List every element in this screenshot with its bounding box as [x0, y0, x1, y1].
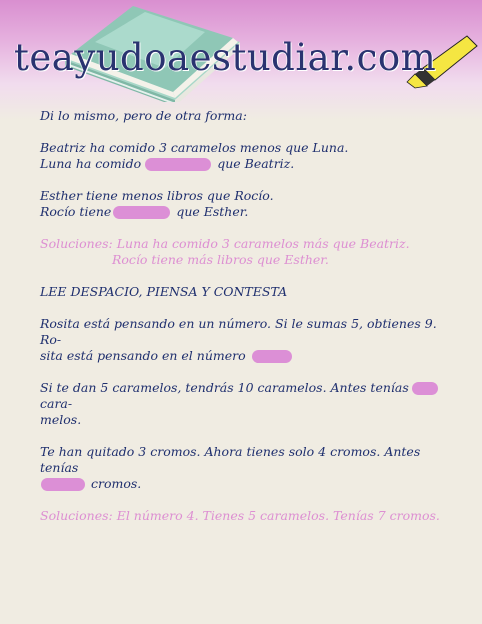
final-solutions: Soluciones: El número 4. Tienes 5 caramelos. Tenías 7 cromos.: [40, 508, 440, 523]
solutions-line1: [40, 236, 450, 252]
section-heading: LEE DESPACIO, PIENSA Y CONTESTA: [40, 284, 288, 299]
exercise1-line2-end: que Beatriz.: [217, 156, 295, 171]
question2-line2: melos.: [40, 412, 82, 427]
site-title: teayudoaestudiar.com: [14, 36, 437, 79]
exercise2-line2: [40, 204, 450, 220]
exercise2-line2-start: Rocío tiene: [40, 204, 112, 219]
question3-line2-end: cromos.: [91, 476, 142, 491]
question2-line1: [40, 380, 450, 412]
worksheet-content: [40, 108, 450, 524]
exercise2-line1: Esther tiene menos libros que Rocío.: [40, 188, 274, 203]
exercise1-line1: Beatriz ha comido 3 caramelos menos que Luna.: [40, 140, 349, 155]
question1-line2: [40, 348, 450, 364]
page-header: [0, 0, 482, 120]
exercise2-line2-end: que Esther.: [176, 204, 249, 219]
answer-blank[interactable]: [41, 478, 85, 491]
answer-blank[interactable]: [412, 382, 438, 395]
question2-line1-end: cara-: [40, 396, 73, 411]
answer-blank[interactable]: [113, 206, 170, 219]
solutions-label: Soluciones:: [40, 236, 113, 251]
solution2-text: Rocío tiene más libros que Esther.: [112, 252, 329, 267]
question1-line1: Rosita está pensando en un número. Si le sumas 5, obtienes 9. Ro-: [40, 316, 437, 347]
exercise1-line2: [40, 156, 450, 172]
answer-blank[interactable]: [252, 350, 292, 363]
exercise1-line2-start: Luna ha comido: [40, 156, 142, 171]
answer-blank[interactable]: [145, 158, 211, 171]
question1-line2-start: sita está pensando en el número: [40, 348, 246, 363]
solution1-text: Luna ha comido 3 caramelos más que Beatriz.: [116, 236, 410, 251]
question3-line1: Te han quitado 3 cromos. Ahora tienes solo 4 cromos. Antes tenías: [40, 444, 421, 475]
question3-line2: [40, 476, 450, 492]
question2-line1-start: Si te dan 5 caramelos, tendrás 10 caramelos. Antes tenías: [40, 380, 409, 395]
instruction-text: Di lo mismo, pero de otra forma:: [40, 108, 247, 123]
